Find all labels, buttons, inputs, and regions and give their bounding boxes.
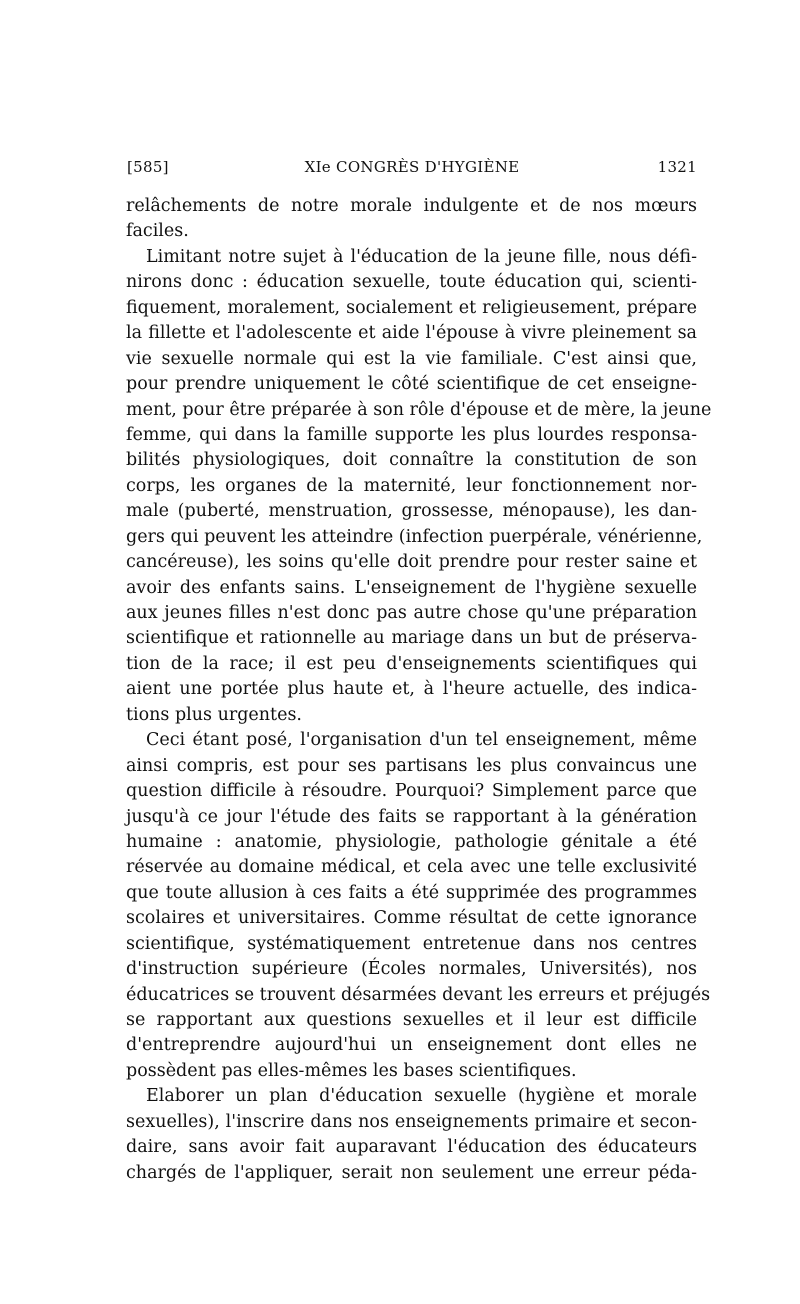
paragraph-definition xyxy=(126,245,712,728)
paragraph-plan xyxy=(126,1084,697,1186)
text-line: femme, qui dans la famille supporte les plus lourdes responsa- xyxy=(126,424,697,445)
text-line: scientifique et rationnelle au mariage dans un but de préserva- xyxy=(126,628,697,649)
paragraph-continuation xyxy=(126,194,697,245)
text-line: faciles. xyxy=(126,221,189,242)
text-line: ainsi compris, est pour ses partisans les plus convaincus une xyxy=(126,755,697,776)
text-line: jusqu'à ce jour l'étude des faits se rapportant à la génération xyxy=(126,806,697,827)
text-line: question difficile à résoudre. Pourquoi? Simplement parce que xyxy=(126,781,697,802)
page-number: 1321 xyxy=(657,158,697,176)
text-line: d'entreprendre aujourd'hui un enseignement dont elles ne xyxy=(126,1035,697,1056)
running-header xyxy=(127,158,697,180)
text-line: possèdent pas elles-mêmes les bases scientifiques. xyxy=(126,1060,577,1081)
text-line: se rapportant aux questions sexuelles et il leur est difficile xyxy=(126,1010,697,1030)
text-line: gers qui peuvent les atteindre (infection puerpérale, vénérienne, xyxy=(126,526,703,547)
text-line: sexuelles), l'inscrire dans nos enseignements primaire et secon- xyxy=(126,1111,697,1132)
text-line: ment, pour être préparée à son rôle d'épouse et de mère, la jeune xyxy=(126,399,712,420)
text-line: chargés de l'appliquer, serait non seulement une erreur péda- xyxy=(126,1162,697,1183)
text-line: tions plus urgentes. xyxy=(126,704,302,725)
text-line: éducatrices se trouvent désarmées devant les erreurs et préjugés xyxy=(126,984,711,1005)
text-line: réservée au domaine médical, et cela avec une telle exclusivité xyxy=(126,857,697,878)
text-line: que toute allusion à ces faits a été supprimée des programmes xyxy=(126,882,697,903)
text-line: corps, les organes de la maternité, leur fonctionnement nor- xyxy=(126,475,697,496)
text-line: d'instruction supérieure (Écoles normales, Universités), nos xyxy=(126,959,697,980)
text-line: humaine : anatomie, physiologie, pathologie génitale a été xyxy=(126,831,697,852)
text-line: daire, sans avoir fait auparavant l'éducation des éducateurs xyxy=(126,1137,697,1158)
text-line: cancéreuse), les soins qu'elle doit prendre pour rester saine et xyxy=(126,552,697,573)
page-body xyxy=(126,194,712,1186)
text-line: fiquement, moralement, socialement et religieusement, prépare xyxy=(126,297,697,318)
text-line: male (puberté, menstruation, grossesse, ménopause), les dan- xyxy=(126,501,697,522)
running-title: XIe CONGRÈS D'HYGIÈNE xyxy=(304,158,520,176)
text-line: pour prendre uniquement le côté scientifique de cet enseigne- xyxy=(126,374,697,395)
text-line: aient une portée plus haute et, à l'heure actuelle, des indica- xyxy=(126,679,697,700)
text-line: scolaires et universitaires. Comme résultat de cette ignorance xyxy=(126,908,697,929)
text-line: bilités physiologiques, doit connaître la constitution de son xyxy=(126,450,697,471)
text-line: Elaborer un plan d'éducation sexuelle (hygiène et morale xyxy=(146,1086,697,1107)
page-bracket-number: [585] xyxy=(127,158,169,176)
paragraph-organisation xyxy=(126,728,711,1084)
text-line: tion de la race; il est peu d'enseignements scientifiques qui xyxy=(126,653,697,674)
text-line: aux jeunes filles n'est donc pas autre chose qu'une préparation xyxy=(126,603,697,623)
text-line: relâchements de notre morale indulgente et de nos mœurs xyxy=(126,196,697,216)
text-line: la fillette et l'adolescente et aide l'épouse à vivre pleinement sa xyxy=(126,323,697,344)
text-line: nirons donc : éducation sexuelle, toute éducation qui, scienti- xyxy=(126,272,697,293)
text-line: vie sexuelle normale qui est la vie familiale. C'est ainsi que, xyxy=(126,348,697,369)
text-line: scientifique, systématiquement entretenue dans nos centres xyxy=(126,933,697,954)
text-line: avoir des enfants sains. L'enseignement de l'hygiène sexuelle xyxy=(126,577,697,598)
text-line: Ceci étant posé, l'organisation d'un tel enseignement, même xyxy=(146,730,697,751)
text-line: Limitant notre sujet à l'éducation de la jeune fille, nous défi- xyxy=(146,246,697,267)
